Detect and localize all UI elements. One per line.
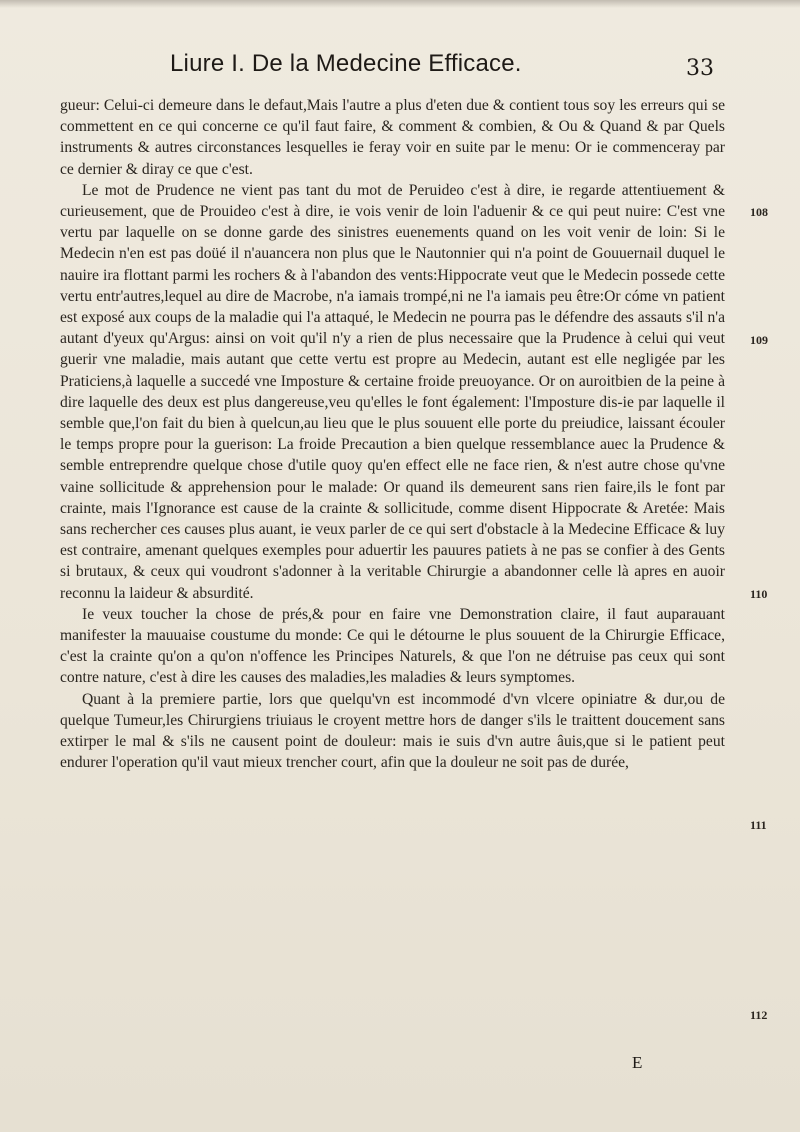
- paragraph-3: Ie veux toucher la chose de prés,& pour en faire vne Demonstration claire, il faut auparauant manifester la mauuaise coustume du monde: Ce qui le détourne le plus souuent de la Chirurgie Efficace, c'est la crainte qu'on a qu'on n'offence les Principes Naturels, & que l'on ne détruise pas ceux qui sont contre nature, c'est à dire les causes des maladies,les maladies & leurs symptomes.: [60, 605, 725, 687]
- body-text: [60, 95, 725, 774]
- margin-note-110: 110: [750, 587, 768, 601]
- paragraph-1: gueur: Celui-ci demeure dans le defaut,Mais l'autre a plus d'eten due & contient tous soy les erreurs qui se commettent en ce qui concerne ce qu'il faut faire, & comment & combien, & Ou & Quand & par Quels instruments & autres circonstances lesquelles ie feray voir en suite par le menu: Or ie commenceray par ce dernier & diray ce que c'est.: [60, 97, 725, 178]
- page-edge-shadow: [0, 0, 800, 8]
- margin-note-111: 111: [750, 818, 767, 832]
- page-number: 33: [686, 56, 714, 81]
- margin-note-112: 112: [750, 1008, 768, 1022]
- running-title: Liure I. De la Medecine Efficace.: [170, 50, 522, 77]
- paragraph-4: Quant à la premiere partie, lors que quelqu'vn est incommodé d'vn vlcere opiniatre & dur,ou de quelque Tumeur,les Chirurgiens triuiaus le croyent mettre hors de danger s'ils le traittent doucement sans extirper le mal & s'ils ne causent point de douleur: mais ie suis d'vn autre âuis,que si le patient peut endurer l'operation qu'il vaut mieux trencher court, afin que la douleur ne soit pas de durée,: [60, 690, 725, 772]
- paragraph-2: Le mot de Prudence ne vient pas tant du mot de Peruideo c'est à dire, ie regarde attentiuement & curieusement, que de Prouideo c'est à dire, ie vois venir de loin l'aduenir & ce qui peut nuire: C'est vne vertu par laquelle on se donne garde des sinistres euenements quand on les voit venir de loin: Si le Medecin n'en est pas doüé il n'auancera non plus que le Nautonnier qui n'a point de Gouuernail duquel le nauire ira flottant parmi les rochers & à l'abandon des vents:Hippocrate veut que le Medecin possede cette vertu entr'autres,lequel au dire de Macrobe, n'a iamais trompé,ni ne l'a iamais peu être:Or cóme vn patient est exposé aux coups de la maladie qui l'a attaqué, le Medecin ne pourra pas le défendre des assauts s'il n'a autant d'yeux qu'Argus: ainsi on voit qu'il n'y a rien de plus necessaire que la Prudence à celui qui veut guerir vne maladie, mais autant que cette vertu est propre au Medecin, autant est elle negligée par les Praticiens,à laquelle a succedé vne Imposture & certaine froide preuoyance. Or on auroitbien de la peine à dire laquelle des deux est plus dangereuse,veu qu'elles le font également: l'Imposture dis-ie par laquelle il semble que,l'on fait du bien à quelcun,au lieu que le plus souuent elle porte du preiudice, laissant écouler le temps propre pour la guerison: La froide Precaution a bien quelque ressemblance auec la Prudence & semble entreprendre quelque chose d'utile quoy qu'en effect elle ne face rien, & n'est autre chose qu'vne vaine sollicitude & apprehension pour le malade: Or quand ils demeurent sans rien faire,ils le font par crainte, mais l'Ignorance est cause de la crainte & sollicitude, comme disent Hippocrate & Aretée: Mais sans rechercher ces causes plus auant, ie veux parler de ce qui sert d'obstacle à la Medecine Efficace & luy est contraire, amenant quelques exemples pour aduertir les pauures patiets à ne pas se confier à des Gents si brutaux, & ceux qui voudront s'adonner à la veritable Chirurgie a abandonner celle là apres en auoir reconnu la laideur & absurdité.: [60, 181, 725, 602]
- catchword: E: [632, 1053, 643, 1072]
- margin-note-108: 108: [750, 205, 768, 219]
- page-header: [170, 50, 730, 90]
- margin-note-109: 109: [750, 333, 768, 347]
